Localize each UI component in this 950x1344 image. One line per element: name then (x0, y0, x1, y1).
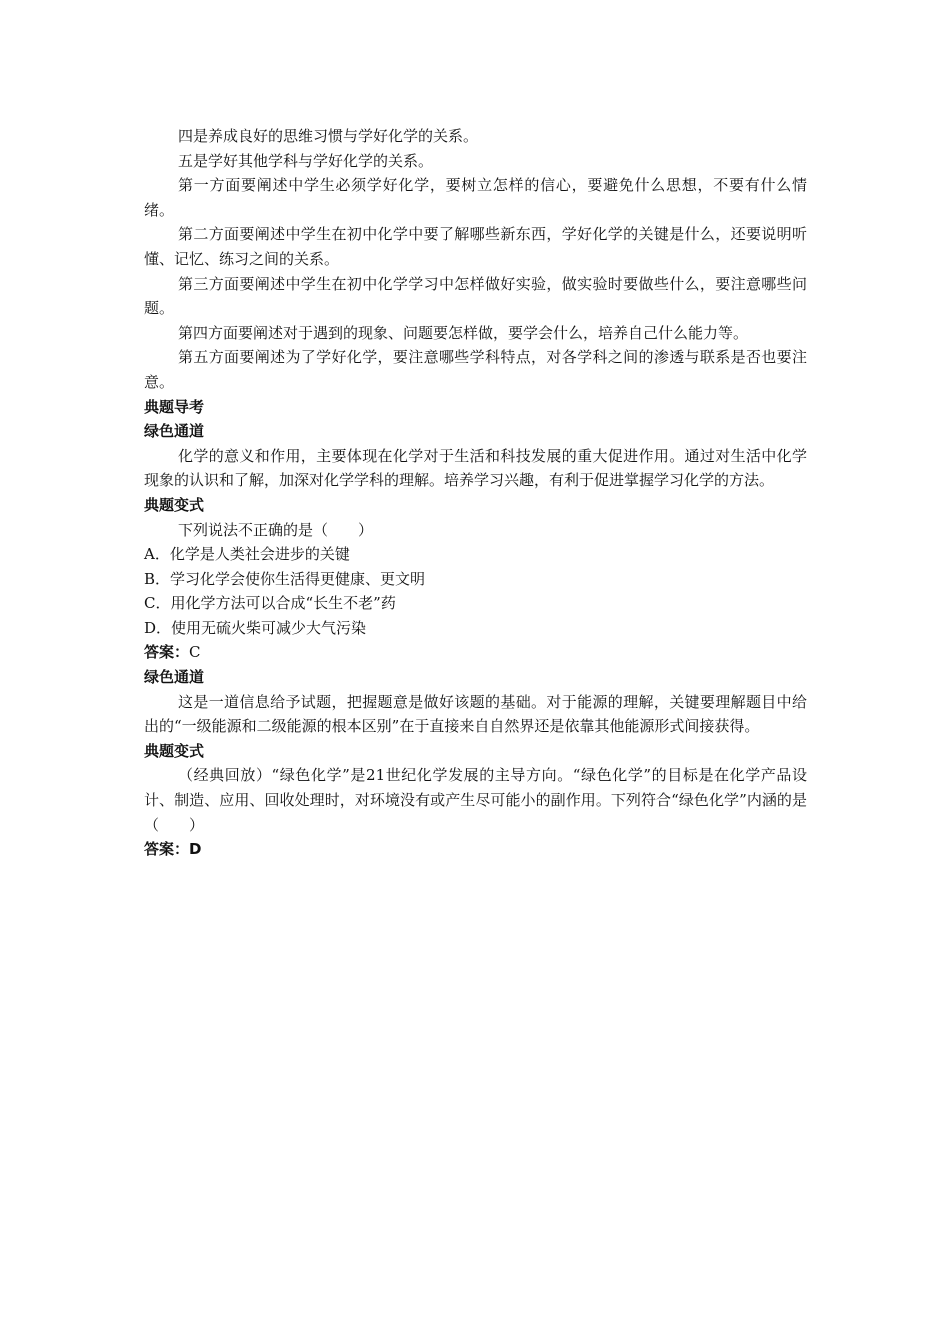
document-page (144, 124, 807, 862)
paragraph-aspect-3: 第三方面要阐述中学生在初中化学学习中怎样做好实验，做实验时要做些什么，要注意哪些问题。 (144, 274, 807, 318)
paragraph-aspect-2: 第二方面要阐述中学生在初中化学中要了解哪些新东西，学好化学的关键是什么，还要说明听懂、记忆、练习之间的关系。 (144, 225, 807, 268)
paragraph-4: 四是养成良好的思维习惯与学好化学的关系。 (178, 127, 479, 145)
option-a: A．化学是人类社会进步的关键 (144, 545, 350, 564)
paragraph-aspect-5: 第五方面要阐述为了学好化学，要注意哪些学科特点，对各学科之间的渗透与联系是否也要注意。 (144, 348, 807, 391)
answer-value-1: C (189, 643, 201, 662)
green-channel-text-1: 化学的意义和作用，主要体现在化学对于生活和科技发展的重大促进作用。通过对生活中化学现象的认识和了解，加深对化学学科的理解。培养学习兴趣，有利于促进掌握学习化学的方法。 (144, 446, 807, 490)
question-2: （经典回放）“绿色化学”是21世纪化学发展的主导方向。“绿色化学”的目标是在化学产品设计、制造、应用、回收处理时，对环境没有或产生尽可能小的副作用。下列符合“绿色化学”内涵的是（ ） (144, 766, 807, 834)
answer-value-2: D (189, 840, 202, 859)
variant-heading-1: 典题变式 (144, 495, 205, 514)
question-1: 下列说法不正确的是（ ） (178, 520, 374, 539)
option-b: B．学习化学会使你生活得更健康、更文明 (144, 569, 426, 588)
answer-1 (144, 640, 807, 665)
variant-heading-2: 典题变式 (144, 741, 205, 760)
answer-2 (144, 837, 807, 862)
paragraph-aspect-4: 第四方面要阐述对于遇到的现象、问题要怎样做，要学会什么，培养自己什么能力等。 (178, 323, 749, 342)
answer-label-1: 答案： (144, 643, 190, 662)
paragraph-aspect-1: 第一方面要阐述中学生必须学好化学，要树立怎样的信心，要避免什么思想，不要有什么情绪。 (144, 176, 807, 219)
answer-label-2: 答案： (144, 840, 190, 859)
section-heading-dianti-daokao: 典题导考 (144, 397, 205, 416)
green-channel-heading-2: 绿色通道 (144, 668, 205, 687)
green-channel-heading-1: 绿色通道 (144, 422, 205, 441)
option-c: C．用化学方法可以合成“长生不老”药 (144, 594, 396, 613)
paragraph-5: 五是学好其他学科与学好化学的关系。 (178, 151, 434, 170)
green-channel-text-2: 这是一道信息给予试题，把握题意是做好该题的基础。对于能源的理解，关键要理解题目中给出的“一级能源和二级能源的根本区别”在于直接来自自然界还是依靠其他能源形式间接获得。 (144, 692, 807, 736)
option-d: D．使用无硫火柴可减少大气污染 (144, 618, 367, 637)
